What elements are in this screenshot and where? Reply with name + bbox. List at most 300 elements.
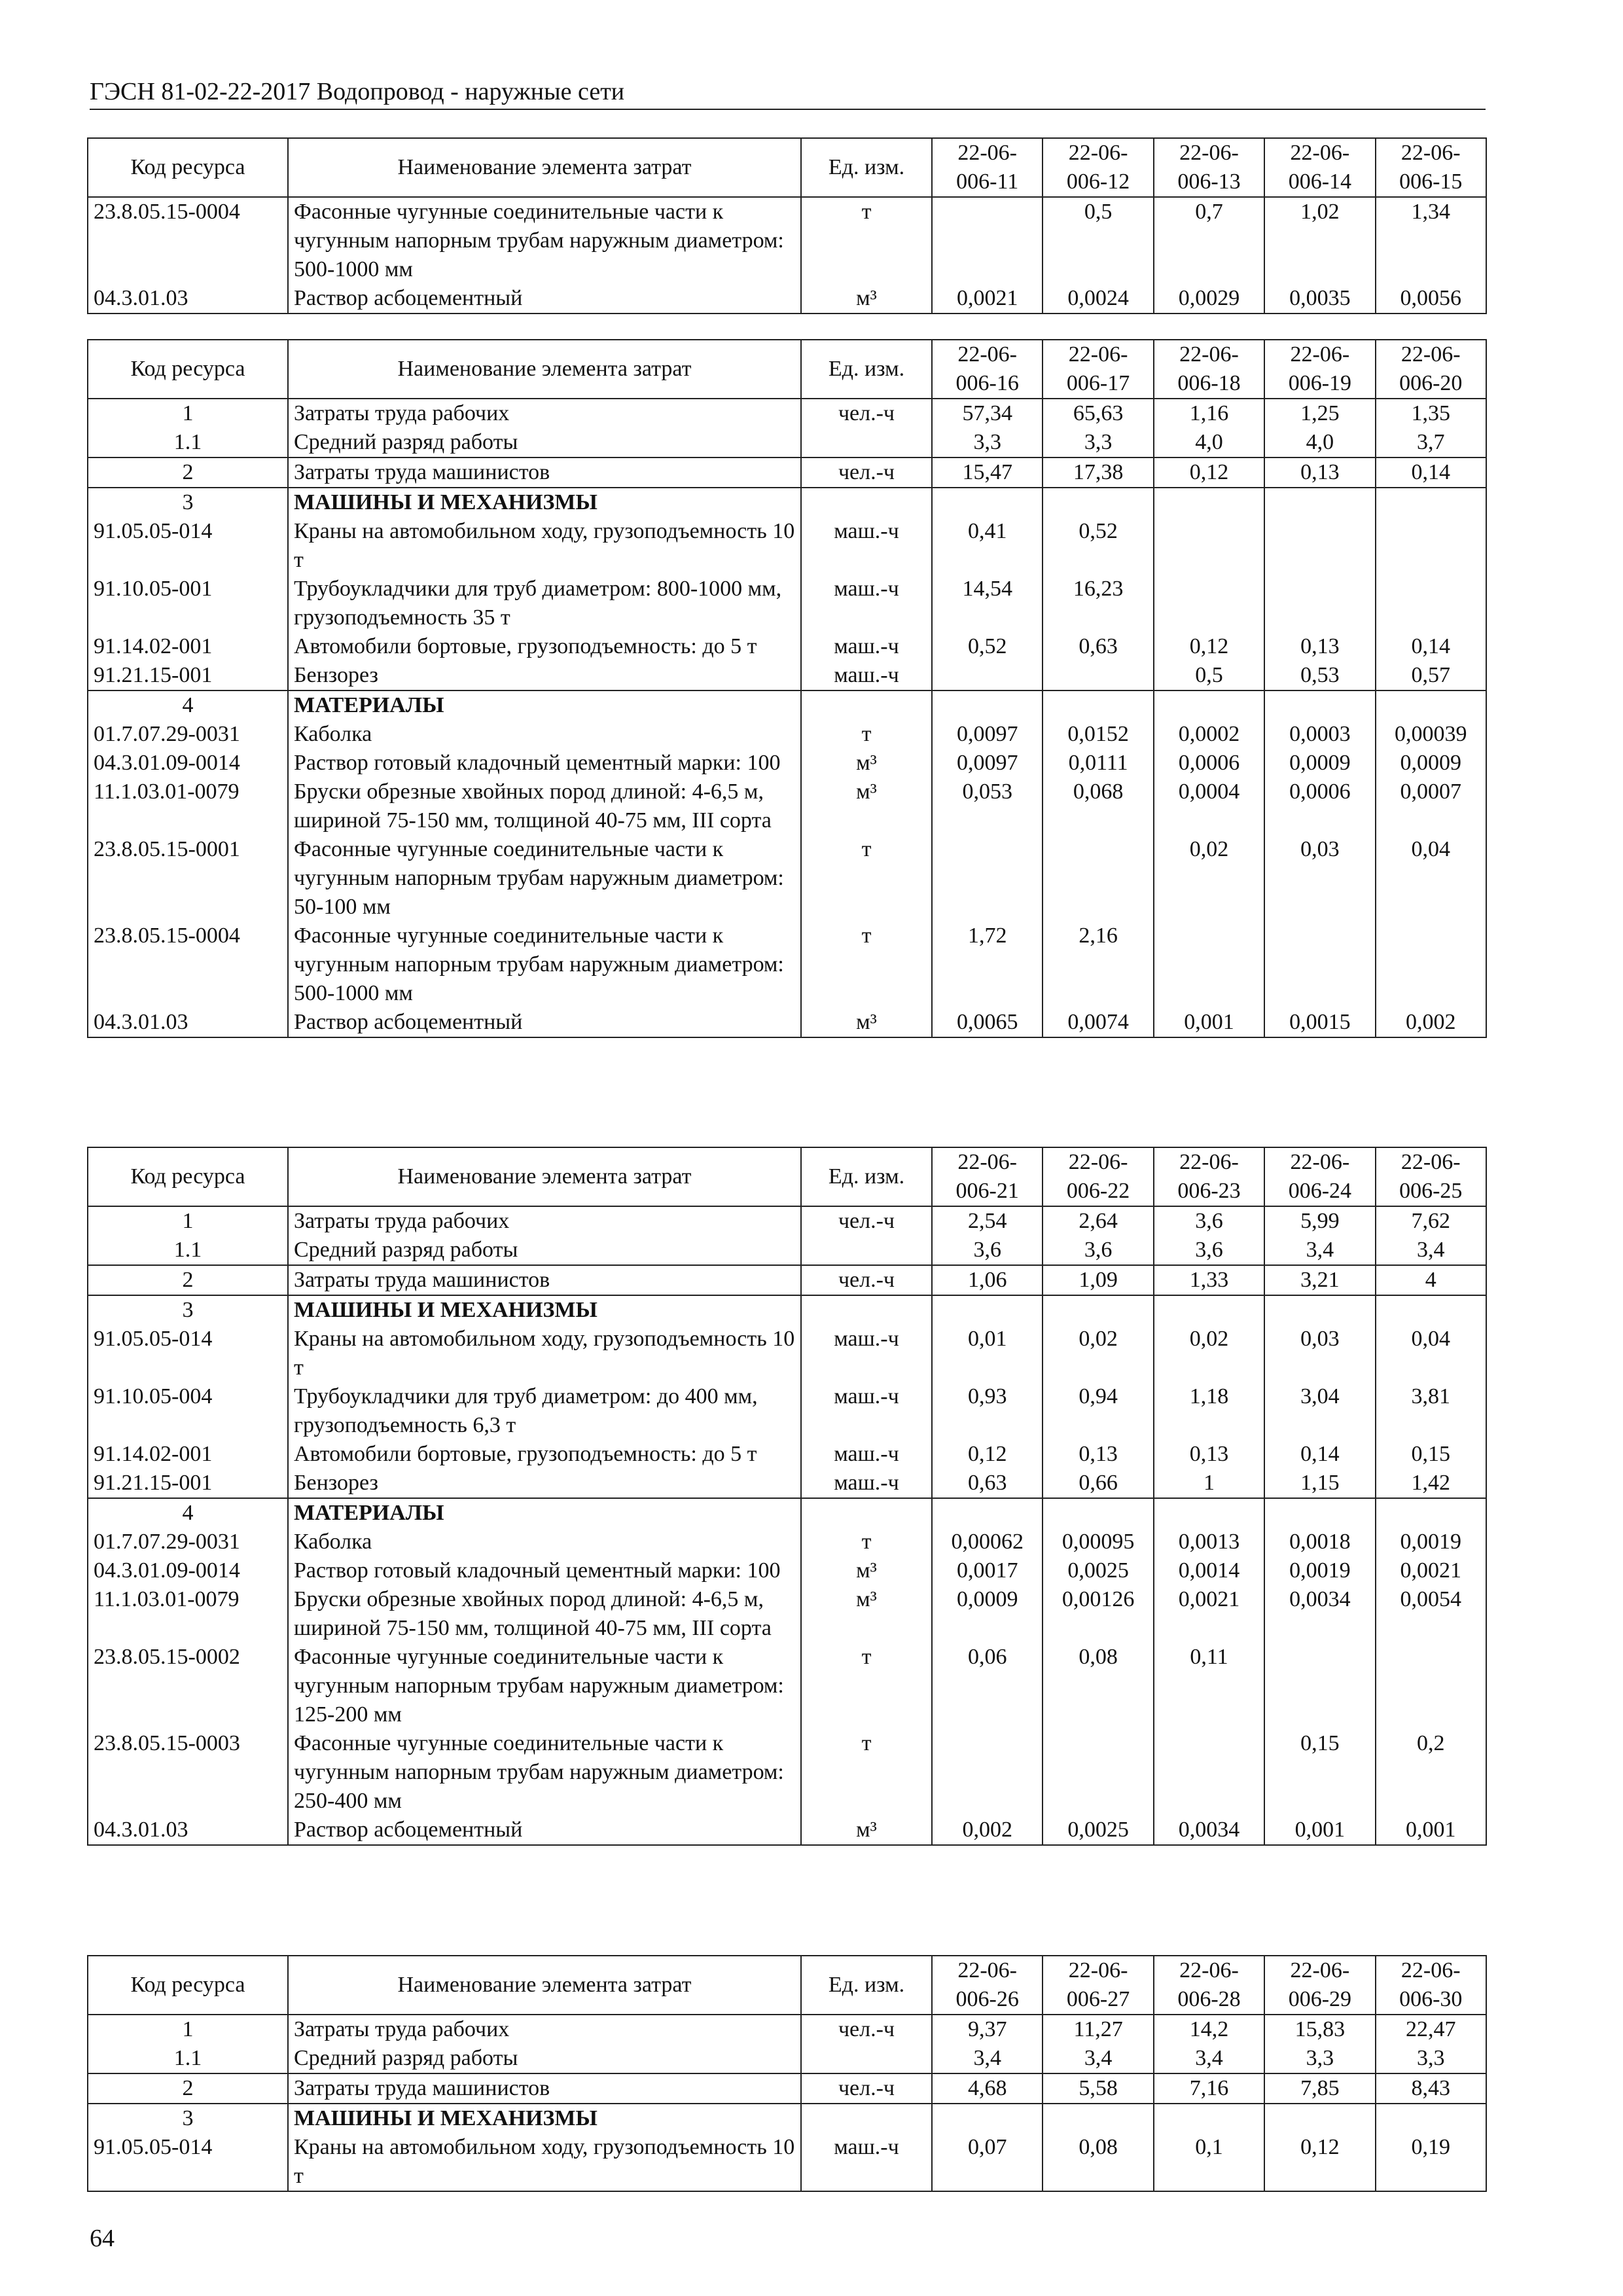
norm-value: 57,34 [932, 399, 1043, 428]
element-name: Трубоукладчики для труб диаметром: 800-1000 мм, грузоподъемность 35 т [288, 575, 801, 632]
norm-value: 2,16 [1043, 922, 1153, 1008]
resource-code: 23.8.05.15-0002 [88, 1643, 288, 1729]
norm-value: 0,0019 [1376, 1528, 1486, 1556]
element-name: МАШИНЫ И МЕХАНИЗМЫ [288, 488, 801, 517]
resource-code: 91.10.05-004 [88, 1382, 288, 1440]
header-norm-code: 22-06- 006-27 [1043, 1956, 1153, 2015]
norm-value: 15,47 [932, 457, 1043, 488]
resource-code: 01.7.07.29-0031 [88, 1528, 288, 1556]
table-row [88, 1528, 1486, 1556]
header-norm-code: 22-06- 006-21 [932, 1147, 1043, 1206]
resource-code: 3 [88, 1295, 288, 1325]
norm-value: 3,04 [1264, 1382, 1375, 1440]
resource-table [87, 1147, 1487, 1846]
norm-value: 8,43 [1376, 2073, 1486, 2104]
norm-value: 5,99 [1264, 1206, 1375, 1236]
unit-of-measure: м³ [801, 778, 932, 835]
norm-value: 0,12 [1154, 457, 1264, 488]
page-header-title: ГЭСН 81-02-22-2017 Водопровод - наружные сети [90, 78, 625, 105]
table-row [88, 1469, 1486, 1498]
table-row [88, 1295, 1486, 1325]
header-norm-code: 22-06- 006-12 [1043, 138, 1153, 197]
table-row [88, 720, 1486, 749]
norm-value [932, 1729, 1043, 1816]
unit-of-measure: маш.-ч [801, 661, 932, 691]
table-row [88, 632, 1486, 661]
norm-value: 0,0025 [1043, 1816, 1153, 1845]
norm-value: 0,12 [932, 1440, 1043, 1469]
norm-value: 0,19 [1376, 2133, 1486, 2191]
norm-value: 0,11 [1154, 1643, 1264, 1729]
norm-value: 0,0024 [1043, 284, 1153, 314]
element-name: Затраты труда машинистов [288, 2073, 801, 2104]
norm-value: 1 [1154, 1469, 1264, 1498]
norm-value: 0,0034 [1264, 1585, 1375, 1643]
unit-of-measure: м³ [801, 1008, 932, 1037]
norm-value: 0,0014 [1154, 1556, 1264, 1585]
table-row [88, 1236, 1486, 1265]
norm-value: 0,0021 [932, 284, 1043, 314]
element-name: Фасонные чугунные соединительные части к чугунным напорным трубам наружным диаметром: 125-200 мм [288, 1643, 801, 1729]
norm-value: 0,06 [932, 1643, 1043, 1729]
norm-value: 0,93 [932, 1382, 1043, 1440]
norm-value [1264, 575, 1375, 632]
norm-value: 0,0007 [1376, 778, 1486, 835]
norm-value: 4,68 [932, 2073, 1043, 2104]
header-norm-code: 22-06- 006-18 [1154, 340, 1264, 399]
norm-value: 0,0006 [1154, 749, 1264, 778]
unit-of-measure [801, 488, 932, 517]
norm-value: 4 [1376, 1265, 1486, 1295]
norm-value: 1,25 [1264, 399, 1375, 428]
norm-value: 0,0021 [1376, 1556, 1486, 1585]
resource-code: 1.1 [88, 1236, 288, 1265]
norm-value [1376, 575, 1486, 632]
header-element-name: Наименование элемента затрат [288, 1147, 801, 1206]
norm-value: 0,1 [1154, 2133, 1264, 2191]
norm-value [932, 197, 1043, 284]
table-row [88, 428, 1486, 457]
norm-value: 0,0021 [1154, 1585, 1264, 1643]
unit-of-measure: маш.-ч [801, 2133, 932, 2191]
norm-value [1154, 1498, 1264, 1528]
resource-code: 1.1 [88, 2044, 288, 2073]
norm-value: 0,41 [932, 517, 1043, 575]
norm-value: 1,42 [1376, 1469, 1486, 1498]
table-row [88, 1816, 1486, 1845]
unit-of-measure: т [801, 1528, 932, 1556]
norm-value [1264, 922, 1375, 1008]
norm-value [1264, 488, 1375, 517]
resource-code: 01.7.07.29-0031 [88, 720, 288, 749]
unit-of-measure: т [801, 197, 932, 284]
norm-value: 0,08 [1043, 1643, 1153, 1729]
table-row [88, 2104, 1486, 2133]
resource-code: 1 [88, 399, 288, 428]
norm-value: 0,0035 [1264, 284, 1375, 314]
unit-of-measure: м³ [801, 1585, 932, 1643]
norm-value [1154, 922, 1264, 1008]
unit-of-measure: м³ [801, 1556, 932, 1585]
element-name: Краны на автомобильном ходу, грузоподъемность 10 т [288, 517, 801, 575]
table-row [88, 1556, 1486, 1585]
element-name: Фасонные чугунные соединительные части к чугунным напорным трубам наружным диаметром: 500-1000 мм [288, 922, 801, 1008]
resource-code: 11.1.03.01-0079 [88, 1585, 288, 1643]
norm-value: 0,12 [1264, 2133, 1375, 2191]
norm-value: 3,3 [1376, 2044, 1486, 2073]
norm-value: 0,0018 [1264, 1528, 1375, 1556]
norm-value: 0,63 [932, 1469, 1043, 1498]
norm-value [1154, 691, 1264, 720]
table-row [88, 1585, 1486, 1643]
element-name: Автомобили бортовые, грузоподъемность: до 5 т [288, 632, 801, 661]
element-name: Фасонные чугунные соединительные части к чугунным напорным трубам наружным диаметром: 50-100 мм [288, 835, 801, 922]
norm-value: 16,23 [1043, 575, 1153, 632]
norm-value: 0,12 [1154, 632, 1264, 661]
norm-value: 7,16 [1154, 2073, 1264, 2104]
unit-of-measure [801, 1498, 932, 1528]
resource-code: 3 [88, 488, 288, 517]
norm-value: 1,16 [1154, 399, 1264, 428]
table-row [88, 1729, 1486, 1816]
norm-value: 0,0097 [932, 749, 1043, 778]
norm-value: 3,6 [1154, 1236, 1264, 1265]
page-number: 64 [90, 2225, 115, 2252]
norm-value: 0,14 [1264, 1440, 1375, 1469]
unit-of-measure: м³ [801, 284, 932, 314]
header-norm-code: 22-06- 006-13 [1154, 138, 1264, 197]
header-unit: Ед. изм. [801, 1956, 932, 2015]
norm-value: 2,54 [932, 1206, 1043, 1236]
norm-value: 0,04 [1376, 1325, 1486, 1382]
unit-of-measure: чел.-ч [801, 1265, 932, 1295]
norm-value: 0,14 [1376, 632, 1486, 661]
norm-value: 0,02 [1043, 1325, 1153, 1382]
unit-of-measure: т [801, 1643, 932, 1729]
norm-value: 3,4 [932, 2044, 1043, 2073]
header-norm-code: 22-06- 006-24 [1264, 1147, 1375, 1206]
resource-code: 2 [88, 2073, 288, 2104]
unit-of-measure [801, 1236, 932, 1265]
element-name: Средний разряд работы [288, 1236, 801, 1265]
table-row [88, 1206, 1486, 1236]
norm-value [932, 1295, 1043, 1325]
norm-value: 1,06 [932, 1265, 1043, 1295]
norm-value [1154, 2104, 1264, 2133]
element-name: Автомобили бортовые, грузоподъемность: до 5 т [288, 1440, 801, 1469]
resource-code: 1 [88, 2015, 288, 2044]
norm-value: 3,3 [1264, 2044, 1375, 2073]
norm-value: 0,0029 [1154, 284, 1264, 314]
norm-value: 9,37 [932, 2015, 1043, 2044]
unit-of-measure: т [801, 720, 932, 749]
norm-value: 7,85 [1264, 2073, 1375, 2104]
unit-of-measure: т [801, 835, 932, 922]
unit-of-measure [801, 428, 932, 457]
norm-value: 3,6 [1154, 1206, 1264, 1236]
element-name: Раствор асбоцементный [288, 1816, 801, 1845]
table-row [88, 835, 1486, 922]
norm-value: 0,7 [1154, 197, 1264, 284]
header-norm-code: 22-06- 006-25 [1376, 1147, 1486, 1206]
resource-code: 3 [88, 2104, 288, 2133]
norm-value: 0,0025 [1043, 1556, 1153, 1585]
norm-value: 0,13 [1264, 632, 1375, 661]
unit-of-measure: чел.-ч [801, 399, 932, 428]
norm-value: 0,0009 [1264, 749, 1375, 778]
norm-value: 0,001 [1376, 1816, 1486, 1845]
header-unit: Ед. изм. [801, 138, 932, 197]
norm-value [1264, 1295, 1375, 1325]
norm-value: 14,2 [1154, 2015, 1264, 2044]
norm-value: 0,0006 [1264, 778, 1375, 835]
element-name: Раствор готовый кладочный цементный марки: 100 [288, 749, 801, 778]
norm-value: 0,053 [932, 778, 1043, 835]
norm-value: 0,5 [1154, 661, 1264, 691]
element-name: Затраты труда машинистов [288, 457, 801, 488]
norm-value: 1,72 [932, 922, 1043, 1008]
unit-of-measure [801, 2104, 932, 2133]
table-row [88, 1440, 1486, 1469]
table-row [88, 1325, 1486, 1382]
norm-value: 0,94 [1043, 1382, 1153, 1440]
norm-value [1376, 691, 1486, 720]
element-name: МАШИНЫ И МЕХАНИЗМЫ [288, 1295, 801, 1325]
table-row [88, 691, 1486, 720]
norm-value: 0,13 [1043, 1440, 1153, 1469]
table-row [88, 1008, 1486, 1037]
header-norm-code: 22-06- 006-22 [1043, 1147, 1153, 1206]
table-row [88, 575, 1486, 632]
element-name: Фасонные чугунные соединительные части к чугунным напорным трубам наружным диаметром: 250-400 мм [288, 1729, 801, 1816]
element-name: МАШИНЫ И МЕХАНИЗМЫ [288, 2104, 801, 2133]
resource-code: 04.3.01.09-0014 [88, 749, 288, 778]
element-name: Затраты труда рабочих [288, 1206, 801, 1236]
norm-value [932, 1498, 1043, 1528]
element-name: Раствор асбоцементный [288, 1008, 801, 1037]
resource-code: 91.10.05-001 [88, 575, 288, 632]
norm-value: 0,03 [1264, 835, 1375, 922]
element-name: Фасонные чугунные соединительные части к чугунным напорным трубам наружным диаметром: 500-1000 мм [288, 197, 801, 284]
norm-value: 0,002 [932, 1816, 1043, 1845]
resource-code: 04.3.01.09-0014 [88, 1556, 288, 1585]
norm-value [932, 691, 1043, 720]
unit-of-measure: маш.-ч [801, 1440, 932, 1469]
norm-value: 0,01 [932, 1325, 1043, 1382]
unit-of-measure: м³ [801, 1816, 932, 1845]
norm-value [932, 661, 1043, 691]
unit-of-measure: чел.-ч [801, 2015, 932, 2044]
norm-value: 0,2 [1376, 1729, 1486, 1816]
element-name: Бруски обрезные хвойных пород длиной: 4-6,5 м, шириной 75-150 мм, толщиной 40-75 мм, III сорта [288, 778, 801, 835]
table-row [88, 284, 1486, 314]
norm-value [1376, 517, 1486, 575]
table-row [88, 1265, 1486, 1295]
element-name: Краны на автомобильном ходу, грузоподъемность 10 т [288, 2133, 801, 2191]
norm-value: 0,07 [932, 2133, 1043, 2191]
table-row [88, 2015, 1486, 2044]
norm-value: 0,14 [1376, 457, 1486, 488]
unit-of-measure: чел.-ч [801, 1206, 932, 1236]
norm-value [1043, 1295, 1153, 1325]
norm-value: 0,00062 [932, 1528, 1043, 1556]
norm-value: 1,02 [1264, 197, 1375, 284]
norm-value: 0,0004 [1154, 778, 1264, 835]
header-unit: Ед. изм. [801, 340, 932, 399]
element-name: Каболка [288, 720, 801, 749]
norm-value: 3,6 [1043, 1236, 1153, 1265]
resource-code: 91.21.15-001 [88, 661, 288, 691]
header-norm-code: 22-06- 006-23 [1154, 1147, 1264, 1206]
element-name: Бензорез [288, 1469, 801, 1498]
header-code-resource: Код ресурса [88, 340, 288, 399]
unit-of-measure: чел.-ч [801, 457, 932, 488]
unit-of-measure: маш.-ч [801, 1469, 932, 1498]
norm-value: 15,83 [1264, 2015, 1375, 2044]
norm-value [1154, 1729, 1264, 1816]
norm-value [1264, 517, 1375, 575]
norm-value: 65,63 [1043, 399, 1153, 428]
norm-value: 0,0054 [1376, 1585, 1486, 1643]
unit-of-measure: маш.-ч [801, 1325, 932, 1382]
unit-of-measure: маш.-ч [801, 575, 932, 632]
norm-value [1154, 575, 1264, 632]
norm-value: 0,57 [1376, 661, 1486, 691]
norm-value: 4,0 [1154, 428, 1264, 457]
norm-value: 0,08 [1043, 2133, 1153, 2191]
norm-value: 3,4 [1154, 2044, 1264, 2073]
table-row [88, 922, 1486, 1008]
norm-value [1043, 691, 1153, 720]
norm-value: 0,63 [1043, 632, 1153, 661]
norm-value: 0,15 [1376, 1440, 1486, 1469]
norm-value [1376, 2104, 1486, 2133]
resource-code: 23.8.05.15-0003 [88, 1729, 288, 1816]
unit-of-measure: чел.-ч [801, 2073, 932, 2104]
norm-value: 0,53 [1264, 661, 1375, 691]
norm-value [1043, 1498, 1153, 1528]
resource-code: 1 [88, 1206, 288, 1236]
norm-value: 0,0002 [1154, 720, 1264, 749]
norm-value: 0,0074 [1043, 1008, 1153, 1037]
header-element-name: Наименование элемента затрат [288, 1956, 801, 2015]
resource-table [87, 1955, 1487, 2192]
norm-value: 3,4 [1376, 1236, 1486, 1265]
element-name: Бензорез [288, 661, 801, 691]
norm-value: 1,09 [1043, 1265, 1153, 1295]
resource-code: 91.05.05-014 [88, 1325, 288, 1382]
norm-value: 0,52 [932, 632, 1043, 661]
header-code-resource: Код ресурса [88, 1956, 288, 2015]
table-row [88, 1382, 1486, 1440]
norm-value: 1,18 [1154, 1382, 1264, 1440]
element-name: Раствор готовый кладочный цементный марки: 100 [288, 1556, 801, 1585]
table-row [88, 778, 1486, 835]
header-norm-code: 22-06- 006-26 [932, 1956, 1043, 2015]
header-norm-code: 22-06- 006-11 [932, 138, 1043, 197]
element-name: Средний разряд работы [288, 2044, 801, 2073]
norm-value [1154, 488, 1264, 517]
resource-code: 23.8.05.15-0004 [88, 922, 288, 1008]
header-norm-code: 22-06- 006-19 [1264, 340, 1375, 399]
header-norm-code: 22-06- 006-16 [932, 340, 1043, 399]
norm-value: 3,3 [932, 428, 1043, 457]
header-norm-code: 22-06- 006-30 [1376, 1956, 1486, 2015]
norm-value: 7,62 [1376, 1206, 1486, 1236]
norm-value: 0,02 [1154, 835, 1264, 922]
unit-of-measure: м³ [801, 749, 932, 778]
norm-value: 0,13 [1264, 457, 1375, 488]
norm-value: 0,001 [1154, 1008, 1264, 1037]
norm-value: 0,0003 [1264, 720, 1375, 749]
resource-code: 23.8.05.15-0004 [88, 197, 288, 284]
table-row [88, 749, 1486, 778]
norm-value: 14,54 [932, 575, 1043, 632]
norm-value: 0,00126 [1043, 1585, 1153, 1643]
norm-value: 0,0065 [932, 1008, 1043, 1037]
unit-of-measure [801, 1295, 932, 1325]
norm-value: 0,52 [1043, 517, 1153, 575]
norm-value: 0,66 [1043, 1469, 1153, 1498]
element-name: МАТЕРИАЛЫ [288, 691, 801, 720]
resource-code: 91.05.05-014 [88, 517, 288, 575]
norm-value: 0,15 [1264, 1729, 1375, 1816]
element-name: Затраты труда машинистов [288, 1265, 801, 1295]
norm-value [1043, 1729, 1153, 1816]
norm-value [1154, 1295, 1264, 1325]
resource-code: 91.05.05-014 [88, 2133, 288, 2191]
header-norm-code: 22-06- 006-28 [1154, 1956, 1264, 2015]
norm-value: 3,4 [1264, 1236, 1375, 1265]
header-norm-code: 22-06- 006-15 [1376, 138, 1486, 197]
norm-value [1264, 2104, 1375, 2133]
norm-value: 0,0009 [1376, 749, 1486, 778]
element-name: Бруски обрезные хвойных пород длиной: 4-6,5 м, шириной 75-150 мм, толщиной 40-75 мм, III сорта [288, 1585, 801, 1643]
norm-value: 0,068 [1043, 778, 1153, 835]
header-norm-code: 22-06- 006-17 [1043, 340, 1153, 399]
norm-value [932, 835, 1043, 922]
resource-code: 04.3.01.03 [88, 1816, 288, 1845]
norm-value: 5,58 [1043, 2073, 1153, 2104]
resource-code: 04.3.01.03 [88, 1008, 288, 1037]
norm-value: 0,0097 [932, 720, 1043, 749]
norm-value: 0,02 [1154, 1325, 1264, 1382]
resource-code: 2 [88, 457, 288, 488]
norm-value: 22,47 [1376, 2015, 1486, 2044]
element-name: Трубоукладчики для труб диаметром: до 400 мм, грузоподъемность 6,3 т [288, 1382, 801, 1440]
header-code-resource: Код ресурса [88, 1147, 288, 1206]
element-name: Средний разряд работы [288, 428, 801, 457]
norm-value: 0,0019 [1264, 1556, 1375, 1585]
norm-value: 3,21 [1264, 1265, 1375, 1295]
unit-of-measure: т [801, 922, 932, 1008]
table-row [88, 661, 1486, 691]
norm-value: 0,001 [1264, 1816, 1375, 1845]
header-norm-code: 22-06- 006-29 [1264, 1956, 1375, 2015]
norm-value: 17,38 [1043, 457, 1153, 488]
norm-value [1264, 691, 1375, 720]
norm-value [1043, 661, 1153, 691]
header-element-name: Наименование элемента затрат [288, 340, 801, 399]
norm-value: 0,0152 [1043, 720, 1153, 749]
table-row [88, 2133, 1486, 2191]
element-name: Затраты труда рабочих [288, 2015, 801, 2044]
table-row [88, 457, 1486, 488]
norm-value [1376, 922, 1486, 1008]
header-norm-code: 22-06- 006-20 [1376, 340, 1486, 399]
norm-value [1043, 835, 1153, 922]
unit-of-measure [801, 691, 932, 720]
